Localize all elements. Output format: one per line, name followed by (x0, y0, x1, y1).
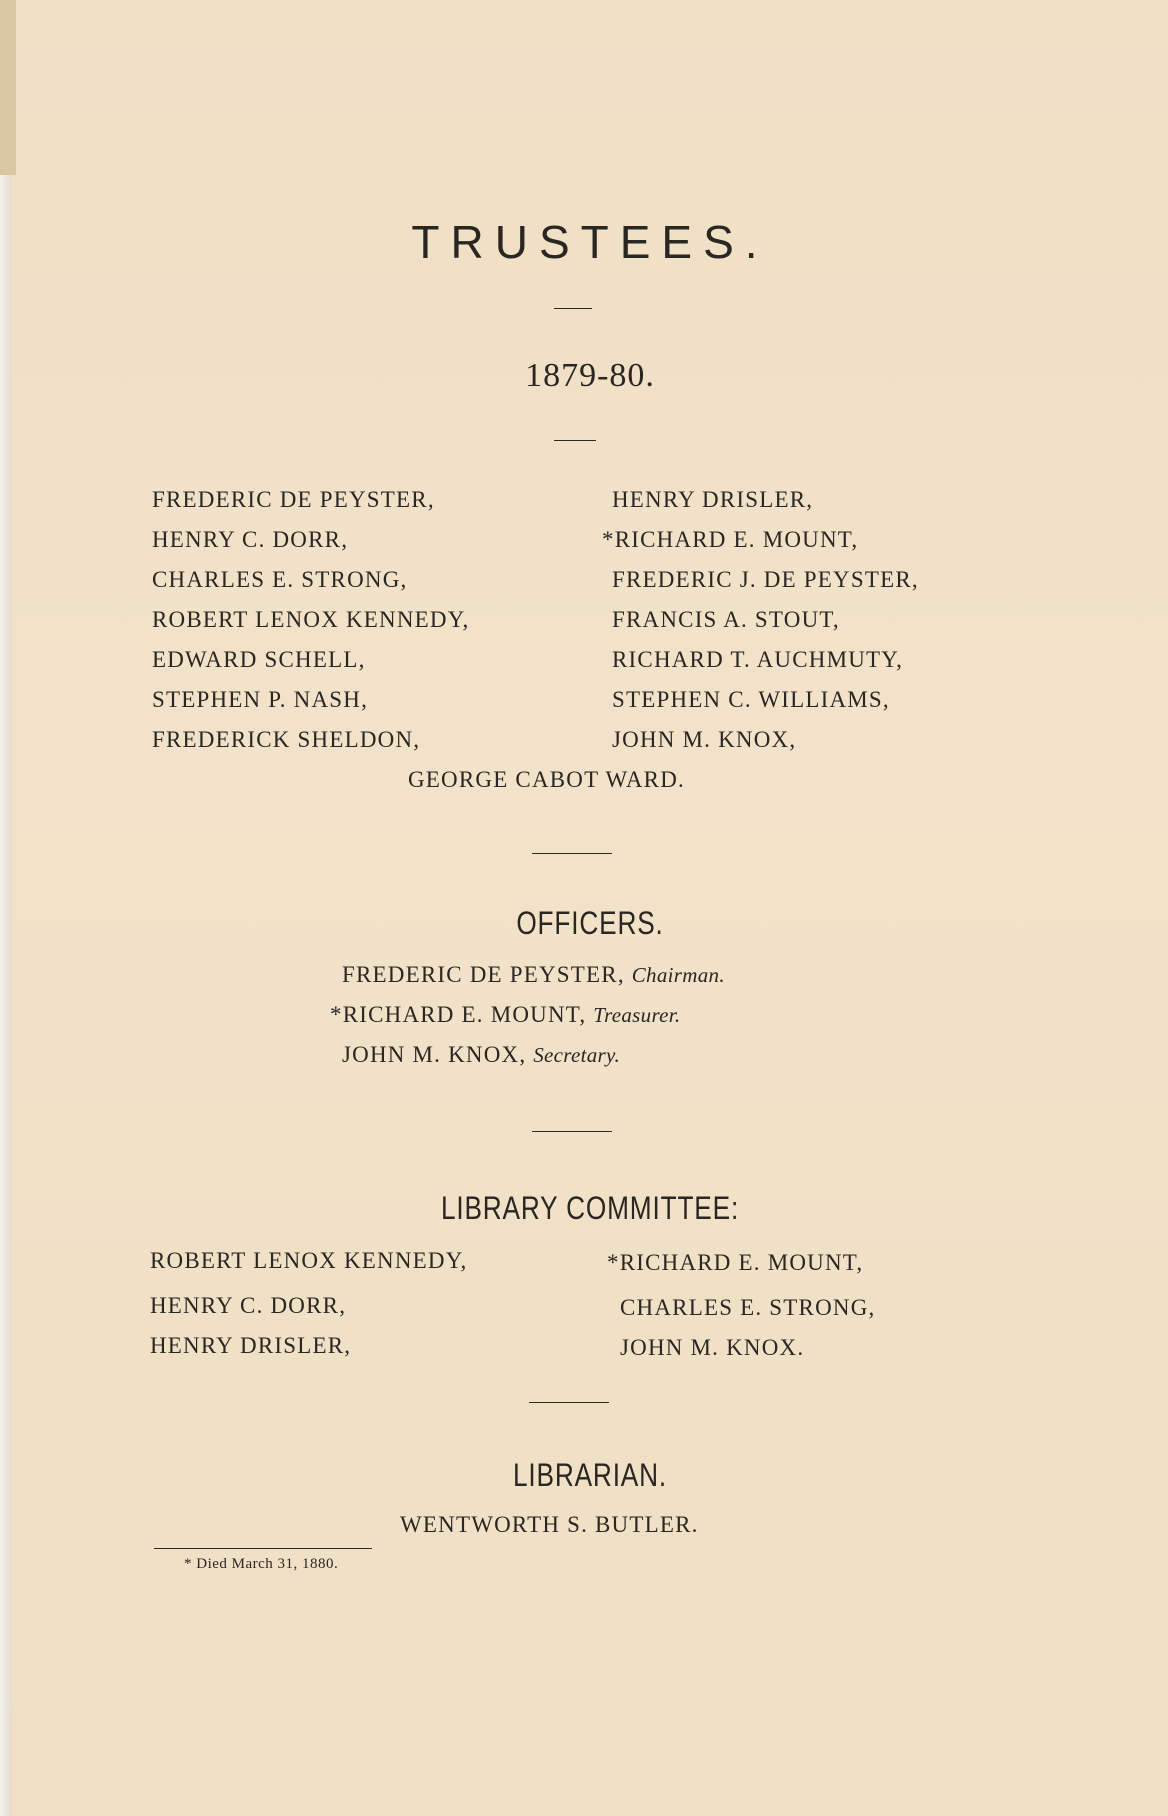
officer-row (342, 1042, 620, 1068)
binding-tab (0, 0, 16, 175)
officer-role: Secretary. (533, 1043, 621, 1067)
committee-member: *RICHARD E. MOUNT, (607, 1250, 864, 1275)
trustee-name: STEPHEN C. WILLIAMS, (612, 687, 890, 712)
officer-row (342, 962, 725, 988)
trustee-name: EDWARD SCHELL, (152, 647, 366, 672)
trustee-name: JOHN M. KNOX, (612, 727, 797, 752)
officer-role: Treasurer. (593, 1003, 681, 1027)
divider (532, 853, 612, 854)
committee-member: ROBERT LENOX KENNEDY, (150, 1248, 468, 1273)
trustee-name: FRANCIS A. STOUT, (612, 607, 840, 632)
officer-role: Chairman. (631, 963, 725, 987)
page-edge (0, 0, 12, 1816)
trustee-name: STEPHEN P. NASH, (152, 687, 369, 712)
librarian-heading: LIBRARIAN. (512, 1457, 668, 1493)
committee-heading: LIBRARY COMMITTEE: (440, 1190, 740, 1226)
trustee-name: RICHARD T. AUCHMUTY, (612, 647, 904, 672)
trustee-name: FREDERIC DE PEYSTER, (152, 487, 435, 512)
trustee-name: ROBERT LENOX KENNEDY, (152, 607, 470, 632)
divider (529, 1402, 609, 1403)
footnote-rule (154, 1548, 372, 1549)
officer-row (330, 1002, 680, 1028)
trustee-name: FREDERIC J. DE PEYSTER, (612, 567, 919, 592)
trustee-name: *RICHARD E. MOUNT, (602, 527, 859, 552)
officer-name: FREDERIC DE PEYSTER, (342, 962, 625, 987)
trustee-name: FREDERICK SHELDON, (152, 727, 421, 752)
document-page (12, 0, 1168, 1816)
trustee-name: CHARLES E. STRONG, (152, 567, 408, 592)
trustees-years: 1879-80. (525, 357, 655, 394)
trustee-name: HENRY C. DORR, (152, 527, 349, 552)
committee-member: HENRY DRISLER, (150, 1333, 352, 1358)
officer-name: JOHN M. KNOX, (342, 1042, 527, 1067)
committee-member: HENRY C. DORR, (150, 1293, 347, 1318)
trustees-heading: TRUSTEES. (411, 216, 769, 268)
officers-heading: OFFICERS. (516, 905, 664, 941)
committee-member: CHARLES E. STRONG, (620, 1295, 876, 1320)
librarian-name: WENTWORTH S. BUTLER. (400, 1512, 699, 1537)
committee-member: JOHN M. KNOX. (620, 1335, 805, 1360)
officer-name: *RICHARD E. MOUNT, (330, 1002, 587, 1027)
divider (554, 440, 596, 441)
divider (554, 308, 592, 309)
divider (532, 1131, 612, 1132)
trustee-name: GEORGE CABOT WARD. (408, 767, 685, 792)
trustee-name: HENRY DRISLER, (612, 487, 814, 512)
footnote: * Died March 31, 1880. (184, 1556, 339, 1572)
